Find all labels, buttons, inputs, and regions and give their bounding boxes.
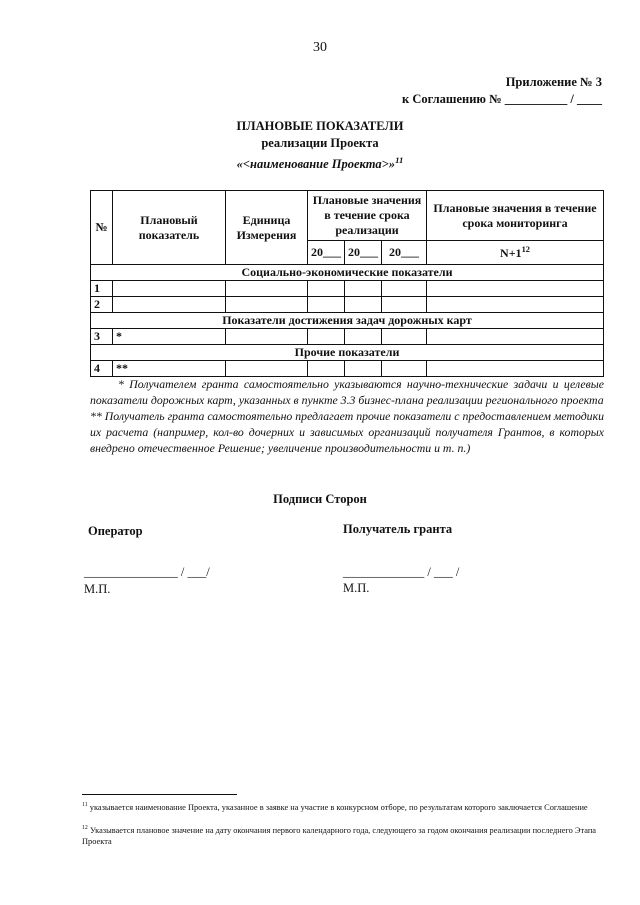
title-line-2: реализации Проекта bbox=[261, 136, 379, 150]
operator-label: Оператор bbox=[88, 524, 143, 538]
table-row bbox=[91, 329, 604, 345]
table-notes bbox=[90, 376, 604, 456]
footnote-separator bbox=[82, 794, 237, 795]
grantee-signature-line: _____________ / ___ / bbox=[343, 565, 460, 579]
grantee-stamp-label: М.П. bbox=[343, 581, 370, 595]
table-row bbox=[91, 297, 604, 313]
title-line-3 bbox=[0, 152, 640, 173]
footnote-number: 11 bbox=[82, 802, 88, 808]
operator-stamp-label: М.П. bbox=[84, 582, 111, 596]
grantee-label: Получатель гранта bbox=[343, 522, 453, 536]
year-cell-2: 20___ bbox=[345, 241, 382, 265]
row-number: 4 bbox=[91, 361, 113, 377]
signatures-title: Подписи Сторон bbox=[273, 492, 367, 506]
monitoring-year-cell bbox=[427, 241, 604, 265]
section-header: Социально-экономические показатели bbox=[91, 265, 604, 281]
agreement-reference: к Соглашению № __________ / ____ bbox=[402, 92, 602, 106]
header-plan-implementation: Плановые значения в течение срока реализации bbox=[308, 191, 427, 241]
footnote-number: 12 bbox=[82, 825, 88, 831]
row-number: 3 bbox=[91, 329, 113, 345]
section-header: Прочие показатели bbox=[91, 345, 604, 361]
footnote-ref-12: 12 bbox=[521, 244, 530, 254]
document-title bbox=[0, 118, 640, 173]
monitoring-year: N+1 bbox=[500, 245, 522, 260]
row-indicator: * bbox=[113, 329, 226, 345]
footnote-11 bbox=[82, 800, 602, 813]
title-line-1: ПЛАНОВЫЕ ПОКАЗАТЕЛИ bbox=[236, 119, 404, 133]
footnote-ref-11: 11 bbox=[395, 155, 404, 165]
page-number: 30 bbox=[313, 40, 327, 55]
table-row bbox=[91, 281, 604, 297]
row-indicator bbox=[113, 297, 226, 313]
appendix-header bbox=[402, 74, 602, 108]
footnote-text: Указывается плановое значение на дату окончания первого календарного года, следующего за годом окончания реализации последнего Этапа Проекта bbox=[82, 825, 597, 846]
note-double-asterisk: ** Получатель гранта самостоятельно предлагает прочие показатели с предоставлением методики их расчета (например, кол-во дочерних и зависимых организаций получателя Грантов, в которых внедрено отечественное Решение; увеличение производительности и т. п.) bbox=[90, 409, 604, 455]
footnote-text: указывается наименование Проекта, указанное в заявке на участие в конкурсном отборе, по результатам которого заключается Соглашение bbox=[89, 802, 588, 812]
note-single-asterisk: * Получателем гранта самостоятельно указываются научно-технические задачи и целевые показатели дорожных карт, указанных в пункте 3.3 бизнес-плана реализации регионального проекта bbox=[90, 377, 604, 407]
row-indicator bbox=[113, 281, 226, 297]
project-name-placeholder: «<наименование Проекта>» bbox=[236, 157, 396, 172]
row-indicator: ** bbox=[113, 361, 226, 377]
header-num: № bbox=[91, 191, 113, 265]
header-plan-monitoring: Плановые значения в течение срока мониторинга bbox=[427, 191, 604, 241]
appendix-title: Приложение № 3 bbox=[505, 75, 602, 89]
indicators-table bbox=[90, 190, 604, 377]
section-header: Показатели достижения задач дорожных карт bbox=[91, 313, 604, 329]
row-number: 1 bbox=[91, 281, 113, 297]
header-unit: Единица Измерения bbox=[226, 191, 308, 265]
table-row bbox=[91, 361, 604, 377]
header-indicator: Плановый показатель bbox=[113, 191, 226, 265]
year-cell-3: 20___ bbox=[382, 241, 427, 265]
footnote-12 bbox=[82, 823, 602, 847]
operator-signature-line: _______________ / ___/ bbox=[84, 565, 210, 579]
row-number: 2 bbox=[91, 297, 113, 313]
year-cell-1: 20___ bbox=[308, 241, 345, 265]
